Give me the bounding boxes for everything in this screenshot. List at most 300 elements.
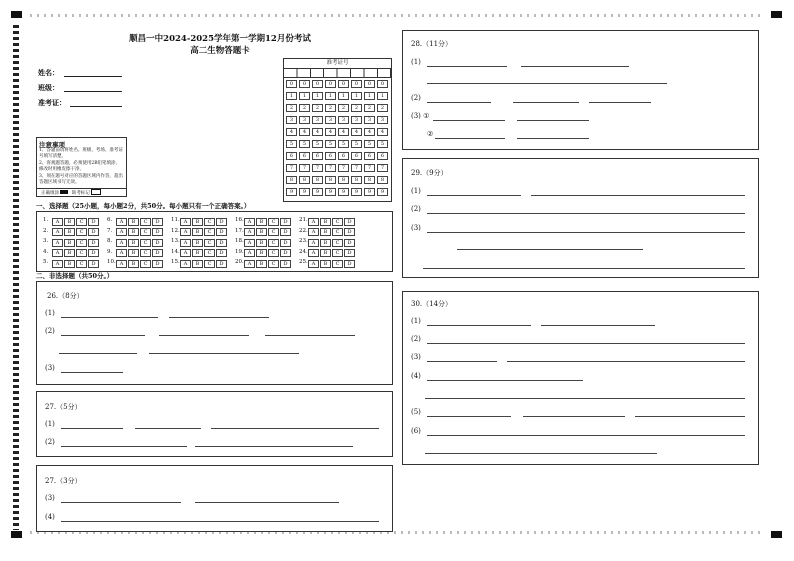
mc-option-bubble[interactable]: C — [76, 260, 87, 268]
mc-option-bubble[interactable]: A — [244, 249, 255, 257]
q27b-label-4: (4) — [45, 513, 55, 521]
q28-title: 28.（11分） — [411, 40, 453, 48]
ticket-digit-bubble[interactable]: 8 — [351, 176, 362, 184]
ticket-digit-bubble[interactable]: 4 — [299, 128, 310, 136]
mc-question-number: 22. — [299, 227, 308, 234]
q27a-2-answer-a[interactable] — [61, 446, 187, 447]
q28-3-1-answer-a[interactable] — [433, 120, 505, 121]
ticket-digit-bubble[interactable]: 8 — [325, 176, 336, 184]
ticket-digit-bubble[interactable]: 4 — [364, 128, 375, 136]
mc-question-number: 12. — [171, 227, 180, 234]
q30-label-6: (6) — [411, 427, 421, 435]
ticket-digit-bubble[interactable]: 9 — [364, 188, 375, 196]
mc-option-bubble[interactable]: C — [332, 228, 343, 236]
mc-option-bubble[interactable]: B — [320, 218, 331, 226]
mc-option-bubble[interactable]: B — [64, 218, 75, 226]
correct-fill-label: 正确填涂 — [41, 190, 59, 196]
mc-option-bubble[interactable]: A — [52, 260, 63, 268]
ticket-digit-bubble[interactable]: 7 — [325, 164, 336, 172]
q30-2-answer[interactable] — [427, 343, 745, 344]
mc-option-bubble[interactable]: B — [128, 249, 139, 257]
mc-option-bubble[interactable]: C — [204, 260, 215, 268]
mc-option-bubble[interactable]: B — [128, 228, 139, 236]
q26-2-answer-c[interactable] — [265, 335, 355, 336]
mc-option-bubble[interactable]: B — [256, 218, 267, 226]
mc-option-bubble[interactable]: A — [116, 249, 127, 257]
mc-option-bubble[interactable]: B — [192, 228, 203, 236]
ticket-digit-bubble[interactable]: 3 — [286, 116, 297, 124]
q26-2-answer-a[interactable] — [61, 335, 145, 336]
mc-option-bubble[interactable]: A — [116, 260, 127, 268]
mc-option-bubble[interactable]: D — [344, 228, 355, 236]
notice-legend — [37, 188, 126, 197]
mc-option-bubble[interactable]: D — [280, 249, 291, 257]
mc-question-number: 21. — [299, 217, 308, 223]
mc-option-bubble[interactable]: C — [332, 218, 343, 226]
mc-option-bubble[interactable]: B — [128, 218, 139, 226]
q29-3-answer-b[interactable] — [457, 249, 643, 250]
mc-question-number: 5. — [43, 259, 49, 265]
mc-question-number: 7. — [107, 227, 113, 234]
ticket-digit-bubble[interactable]: 9 — [299, 188, 310, 196]
notice-item-1: 1、答题前请将姓名、班级、考场、准考证号填写清楚。 — [39, 148, 123, 159]
ticket-digit-bubble[interactable]: 9 — [351, 188, 362, 196]
ticket-write-row[interactable] — [284, 68, 391, 78]
mc-question-number: 3. — [43, 238, 49, 244]
mc-option-bubble[interactable]: A — [308, 249, 319, 257]
mc-option-bubble[interactable]: C — [140, 218, 151, 226]
mc-option-bubble[interactable]: A — [180, 260, 191, 268]
mc-question-number: 23. — [299, 238, 308, 244]
mc-option-bubble[interactable]: C — [140, 249, 151, 257]
ticket-digit-bubble[interactable]: 5 — [312, 140, 323, 148]
q28-label-1: (1) — [411, 58, 421, 66]
mc-option-bubble[interactable]: B — [64, 260, 75, 268]
mc-option-bubble[interactable]: B — [192, 239, 203, 247]
section2-title: 二、非选择题（共50分。） — [36, 272, 114, 280]
mc-option-bubble[interactable]: C — [204, 218, 215, 226]
q27a-label-1: (1) — [45, 420, 55, 428]
mc-option-bubble[interactable]: C — [268, 249, 279, 257]
ticket-label: 准考证： — [38, 98, 66, 107]
mc-option-bubble[interactable]: D — [216, 218, 227, 226]
mc-option-bubble[interactable]: B — [128, 239, 139, 247]
mc-option-bubble[interactable]: D — [88, 249, 99, 257]
q26-2-answer-e[interactable] — [149, 353, 299, 354]
mc-option-bubble[interactable]: B — [320, 239, 331, 247]
mc-option-bubble[interactable]: A — [180, 239, 191, 247]
q30-label-3: (3) — [411, 353, 421, 361]
ticket-digit-bubble[interactable]: 1 — [364, 92, 375, 100]
mc-option-bubble[interactable]: C — [204, 228, 215, 236]
q30-label-5: (5) — [411, 408, 421, 416]
mc-option-bubble[interactable]: D — [280, 218, 291, 226]
q30-label-2: (2) — [411, 335, 421, 343]
mc-question-number: 14. — [171, 248, 180, 255]
ticket-digit-bubble[interactable]: 0 — [299, 80, 310, 88]
ticket-digit-bubble[interactable]: 6 — [286, 152, 297, 160]
ticket-digit-bubble[interactable]: 1 — [351, 92, 362, 100]
mc-option-bubble[interactable]: C — [76, 249, 87, 257]
mc-option-bubble[interactable]: B — [320, 228, 331, 236]
notice-box — [36, 137, 127, 197]
class-label: 班级： — [38, 83, 59, 92]
q30-1-answer-b[interactable] — [541, 325, 655, 326]
ticket-digit-bubble[interactable]: 5 — [286, 140, 297, 148]
ticket-digit-bubble[interactable]: 1 — [338, 92, 349, 100]
name-field[interactable] — [64, 76, 122, 77]
ticket-digit-bubble[interactable]: 2 — [377, 104, 388, 112]
q29-3-answer-c[interactable] — [423, 268, 745, 269]
q29-3-answer-a[interactable] — [427, 232, 745, 233]
mc-option-bubble[interactable]: D — [152, 260, 163, 268]
ticket-digit-bubble[interactable]: 5 — [377, 140, 388, 148]
mc-option-bubble[interactable]: A — [180, 228, 191, 236]
ticket-digit-bubble[interactable]: 9 — [325, 188, 336, 196]
notice-title: 注意事项 — [39, 141, 65, 149]
mc-answer-area — [36, 211, 393, 272]
mc-option-bubble[interactable]: C — [268, 260, 279, 268]
exam-subtitle: 高二生物答题卡 — [190, 46, 250, 56]
q30-6-answer-a[interactable] — [427, 435, 745, 436]
ticket-digit-bubble[interactable]: 6 — [364, 152, 375, 160]
mc-question-number: 20. — [235, 259, 244, 265]
ticket-digit-bubble[interactable]: 2 — [338, 104, 349, 112]
mc-option-bubble[interactable]: D — [88, 239, 99, 247]
ticket-digit-bubble[interactable]: 8 — [286, 176, 297, 184]
q30-5-answer-c[interactable] — [635, 416, 745, 417]
ticket-digit-bubble[interactable]: 3 — [325, 116, 336, 124]
section1-title: 一、选择题（25小题，每小题2分，共50分。每小题只有一个正确答案。） — [36, 202, 251, 210]
mc-option-bubble[interactable]: A — [180, 218, 191, 226]
q28-3-2-answer-a[interactable] — [435, 138, 505, 139]
q26-2-answer-d[interactable] — [59, 353, 137, 354]
ticket-digit-bubble[interactable]: 4 — [312, 128, 323, 136]
mc-option-bubble[interactable]: D — [344, 249, 355, 257]
q30-label-4: (4) — [411, 372, 421, 380]
mc-option-bubble[interactable]: C — [268, 228, 279, 236]
q27a-title: 27.（5分） — [45, 403, 82, 411]
mc-option-bubble[interactable]: D — [216, 249, 227, 257]
q27b-title: 27.（3分） — [45, 477, 82, 485]
ticket-digit-bubble[interactable]: 2 — [325, 104, 336, 112]
ticket-digit-bubble[interactable]: 6 — [312, 152, 323, 160]
mc-option-bubble[interactable]: A — [52, 249, 63, 257]
mc-option-bubble[interactable]: A — [244, 218, 255, 226]
ticket-digit-bubble[interactable]: 5 — [325, 140, 336, 148]
mc-option-bubble[interactable]: D — [280, 260, 291, 268]
q30-panel — [402, 291, 759, 465]
ticket-grid-header: 准考证号 — [284, 59, 391, 69]
mc-option-bubble[interactable]: C — [76, 228, 87, 236]
mc-question-number: 4. — [43, 248, 49, 255]
mc-option-bubble[interactable]: D — [88, 228, 99, 236]
notice-item-2: 2、客观题答题，必须使用2B铅笔填涂，修改时用橡皮擦干净。 — [39, 161, 121, 172]
q26-3-answer[interactable] — [61, 372, 123, 373]
mc-option-bubble[interactable]: C — [204, 249, 215, 257]
corner-mark-bottom-right — [771, 531, 782, 538]
mc-option-bubble[interactable]: D — [152, 239, 163, 247]
q30-3-answer-b[interactable] — [507, 361, 745, 362]
q29-label-2: (2) — [411, 205, 421, 213]
ticket-digit-bubble[interactable]: 3 — [338, 116, 349, 124]
q28-label-2: (2) — [411, 94, 421, 102]
mc-question-number: 16. — [235, 217, 244, 223]
ticket-digit-bubble[interactable]: 3 — [377, 116, 388, 124]
ticket-digit-bubble[interactable]: 1 — [325, 92, 336, 100]
q30-5-answer-b[interactable] — [523, 416, 625, 417]
ticket-digit-bubble[interactable]: 7 — [312, 164, 323, 172]
mc-option-bubble[interactable]: C — [268, 239, 279, 247]
ticket-digit-bubble[interactable]: 4 — [286, 128, 297, 136]
q28-3-2-answer-b[interactable] — [517, 138, 589, 139]
ticket-digit-bubble[interactable]: 9 — [377, 188, 388, 196]
ticket-digit-bubble[interactable]: 7 — [338, 164, 349, 172]
corner-mark-top-left — [11, 11, 22, 18]
q26-panel — [36, 281, 393, 385]
mc-option-bubble[interactable]: A — [180, 249, 191, 257]
mc-option-bubble[interactable]: B — [256, 228, 267, 236]
q26-label-3: (3) — [45, 364, 55, 372]
mc-option-bubble[interactable]: D — [88, 260, 99, 268]
q30-6-answer-b[interactable] — [425, 453, 657, 454]
mc-option-bubble[interactable]: A — [244, 228, 255, 236]
ticket-digit-bubble[interactable]: 0 — [351, 80, 362, 88]
ticket-digit-bubble[interactable]: 2 — [299, 104, 310, 112]
ticket-digit-bubble[interactable]: 7 — [351, 164, 362, 172]
mc-option-bubble[interactable]: D — [344, 260, 355, 268]
q29-label-1: (1) — [411, 187, 421, 195]
q28-1-answer-b[interactable] — [521, 66, 629, 67]
mc-question-number: 15. — [171, 259, 180, 265]
q27a-1-answer-b[interactable] — [135, 428, 201, 429]
mc-option-bubble[interactable]: A — [308, 239, 319, 247]
q26-2-answer-b[interactable] — [159, 335, 249, 336]
q28-2-answer-a[interactable] — [427, 102, 491, 103]
ticket-digit-bubble[interactable]: 1 — [377, 92, 388, 100]
ticket-digit-bubble[interactable]: 6 — [299, 152, 310, 160]
ticket-digit-bubble[interactable]: 5 — [299, 140, 310, 148]
mc-option-bubble[interactable]: C — [204, 239, 215, 247]
ticket-digit-bubble[interactable]: 8 — [338, 176, 349, 184]
ticket-digit-bubble[interactable]: 6 — [338, 152, 349, 160]
q28-2-answer-b[interactable] — [513, 102, 579, 103]
mc-option-bubble[interactable]: A — [244, 239, 255, 247]
ticket-digit-bubble[interactable]: 2 — [351, 104, 362, 112]
mc-option-bubble[interactable]: A — [244, 260, 255, 268]
ticket-digit-bubble[interactable]: 1 — [286, 92, 297, 100]
ticket-digit-bubble[interactable]: 9 — [286, 188, 297, 196]
mc-option-bubble[interactable]: C — [140, 228, 151, 236]
ticket-digit-bubble[interactable]: 0 — [312, 80, 323, 88]
mc-option-bubble[interactable]: C — [76, 239, 87, 247]
mc-option-bubble[interactable]: C — [76, 218, 87, 226]
q28-label-3: (3) ① — [411, 112, 430, 120]
left-timing-strip — [13, 25, 19, 530]
q27b-4-answer[interactable] — [61, 521, 379, 522]
ticket-digit-bubble[interactable]: 1 — [312, 92, 323, 100]
missing-label: 缺考标记 — [71, 190, 90, 196]
exam-title: 顺昌一中2024-2025学年第一学期12月份考试 — [129, 34, 311, 44]
mc-option-bubble[interactable]: B — [128, 260, 139, 268]
mc-option-bubble[interactable]: B — [64, 228, 75, 236]
ticket-digit-bubble[interactable]: 4 — [377, 128, 388, 136]
mc-option-bubble[interactable]: B — [192, 260, 203, 268]
q27b-3-answer-a[interactable] — [61, 502, 181, 503]
q28-panel — [402, 30, 759, 150]
q30-title: 30.（14分） — [411, 300, 453, 308]
mc-option-bubble[interactable]: A — [116, 228, 127, 236]
ticket-digit-bubble[interactable]: 4 — [338, 128, 349, 136]
ticket-digit-bubble[interactable]: 2 — [312, 104, 323, 112]
q27b-3-answer-b[interactable] — [195, 502, 339, 503]
mc-option-bubble[interactable]: B — [256, 239, 267, 247]
q28-1-answer-a[interactable] — [427, 66, 507, 67]
q30-label-1: (1) — [411, 317, 421, 325]
notice-item-3: 3、须在题号对应的答题区域内作答，超出答题区域书写无效。 — [39, 174, 123, 185]
mc-option-bubble[interactable]: D — [152, 218, 163, 226]
ticket-digit-bubble[interactable]: 2 — [364, 104, 375, 112]
ticket-digit-bubble[interactable]: 3 — [299, 116, 310, 124]
ticket-digit-bubble[interactable]: 8 — [312, 176, 323, 184]
ticket-digit-bubble[interactable]: 8 — [299, 176, 310, 184]
mc-option-bubble[interactable]: A — [52, 218, 63, 226]
mc-option-bubble[interactable]: B — [192, 218, 203, 226]
ticket-digit-bubble[interactable]: 4 — [325, 128, 336, 136]
ticket-digit-bubble[interactable]: 3 — [364, 116, 375, 124]
correct-fill-sample — [60, 190, 68, 194]
mc-option-bubble[interactable]: D — [216, 239, 227, 247]
mc-option-bubble[interactable]: D — [216, 228, 227, 236]
mc-option-bubble[interactable]: D — [88, 218, 99, 226]
ticket-digit-bubble[interactable]: 9 — [338, 188, 349, 196]
q28-2-answer-c[interactable] — [589, 102, 651, 103]
mc-option-bubble[interactable]: A — [52, 239, 63, 247]
mc-option-bubble[interactable]: C — [332, 249, 343, 257]
ticket-digit-bubble[interactable]: 1 — [299, 92, 310, 100]
mc-question-number: 6. — [107, 217, 113, 223]
mc-option-bubble[interactable]: C — [332, 239, 343, 247]
q29-title: 29.（9分） — [411, 169, 448, 177]
mc-option-bubble[interactable]: A — [116, 218, 127, 226]
mc-option-bubble[interactable]: D — [152, 249, 163, 257]
mc-option-bubble[interactable]: B — [320, 249, 331, 257]
q27a-panel — [36, 391, 393, 457]
mc-option-bubble[interactable]: B — [256, 249, 267, 257]
q27a-2-answer-b[interactable] — [195, 446, 353, 447]
q28-3-1-answer-b[interactable] — [517, 120, 589, 121]
ticket-digit-bubble[interactable]: 0 — [338, 80, 349, 88]
ticket-digit-bubble[interactable]: 7 — [377, 164, 388, 172]
mc-option-bubble[interactable]: D — [280, 239, 291, 247]
q26-1-answer-a[interactable] — [61, 317, 158, 318]
mc-option-bubble[interactable]: D — [280, 228, 291, 236]
ticket-digit-bubble[interactable]: 0 — [364, 80, 375, 88]
ticket-digit-bubble[interactable]: 5 — [351, 140, 362, 148]
mc-option-bubble[interactable]: D — [216, 260, 227, 268]
mc-option-bubble[interactable]: B — [64, 249, 75, 257]
mc-option-bubble[interactable]: B — [64, 239, 75, 247]
mc-option-bubble[interactable]: A — [52, 228, 63, 236]
mc-option-bubble[interactable]: C — [140, 260, 151, 268]
mc-option-bubble[interactable]: C — [268, 218, 279, 226]
q26-label-1: (1) — [45, 309, 55, 317]
mc-question-number: 25. — [299, 259, 308, 265]
q30-4-answer-b[interactable] — [425, 398, 745, 399]
ticket-grid — [283, 58, 392, 202]
ticket-digit-bubble[interactable]: 5 — [338, 140, 349, 148]
mc-question-number: 1. — [43, 217, 49, 223]
ticket-digit-bubble[interactable]: 8 — [364, 176, 375, 184]
ticket-digit-bubble[interactable]: 7 — [364, 164, 375, 172]
q27a-1-answer-c[interactable] — [211, 428, 379, 429]
q26-title: 26.（8分） — [47, 292, 84, 300]
q29-panel — [402, 158, 759, 278]
q26-1-answer-b[interactable] — [169, 317, 269, 318]
mc-option-bubble[interactable]: C — [332, 260, 343, 268]
ticket-digit-bubble[interactable]: 8 — [377, 176, 388, 184]
corner-mark-bottom-left — [11, 531, 22, 538]
mc-option-bubble[interactable]: B — [192, 249, 203, 257]
q30-3-answer-a[interactable] — [427, 361, 497, 362]
missing-mark-box[interactable] — [91, 189, 101, 195]
name-label: 姓名： — [38, 68, 59, 77]
mc-option-bubble[interactable]: B — [256, 260, 267, 268]
ticket-digit-bubble[interactable]: 2 — [286, 104, 297, 112]
q29-label-3: (3) — [411, 224, 421, 232]
class-field[interactable] — [64, 91, 122, 92]
corner-mark-top-right — [771, 11, 782, 18]
mc-question-number: 19. — [235, 248, 244, 255]
ticket-digit-bubble[interactable]: 6 — [377, 152, 388, 160]
mc-option-bubble[interactable]: D — [344, 218, 355, 226]
ticket-digit-bubble[interactable]: 5 — [364, 140, 375, 148]
q30-4-answer-a[interactable] — [427, 380, 583, 381]
mc-option-bubble[interactable]: A — [308, 218, 319, 226]
ticket-field[interactable] — [70, 106, 122, 107]
mc-option-bubble[interactable]: A — [308, 260, 319, 268]
mc-option-bubble[interactable]: A — [308, 228, 319, 236]
ticket-digit-bubble[interactable]: 3 — [312, 116, 323, 124]
ticket-digit-bubble[interactable]: 9 — [312, 188, 323, 196]
ticket-digit-bubble[interactable]: 6 — [351, 152, 362, 160]
ticket-digit-bubble[interactable]: 0 — [325, 80, 336, 88]
ticket-digit-bubble[interactable]: 0 — [286, 80, 297, 88]
q26-label-2: (2) — [45, 327, 55, 335]
q28-1-answer-c[interactable] — [427, 83, 667, 84]
ticket-digit-bubble[interactable]: 7 — [286, 164, 297, 172]
q29-1-answer-b[interactable] — [531, 195, 745, 196]
mc-option-bubble[interactable]: A — [116, 239, 127, 247]
mc-option-bubble[interactable]: D — [344, 239, 355, 247]
ticket-digit-bubble[interactable]: 4 — [351, 128, 362, 136]
ticket-digit-bubble[interactable]: 0 — [377, 80, 388, 88]
q30-1-answer-a[interactable] — [427, 325, 531, 326]
mc-option-bubble[interactable]: B — [320, 260, 331, 268]
q27b-label-3: (3) — [45, 494, 55, 502]
q27a-label-2: (2) — [45, 438, 55, 446]
q27a-1-answer-a[interactable] — [61, 428, 123, 429]
mc-question-number: 17. — [235, 227, 244, 234]
mc-option-bubble[interactable]: D — [152, 228, 163, 236]
q29-1-answer-a[interactable] — [427, 195, 521, 196]
q29-2-answer[interactable] — [427, 213, 745, 214]
ticket-digit-bubble[interactable]: 3 — [351, 116, 362, 124]
q30-5-answer-a[interactable] — [427, 416, 511, 417]
ticket-digit-bubble[interactable]: 6 — [325, 152, 336, 160]
mc-option-bubble[interactable]: C — [140, 239, 151, 247]
ticket-digit-bubble[interactable]: 7 — [299, 164, 310, 172]
